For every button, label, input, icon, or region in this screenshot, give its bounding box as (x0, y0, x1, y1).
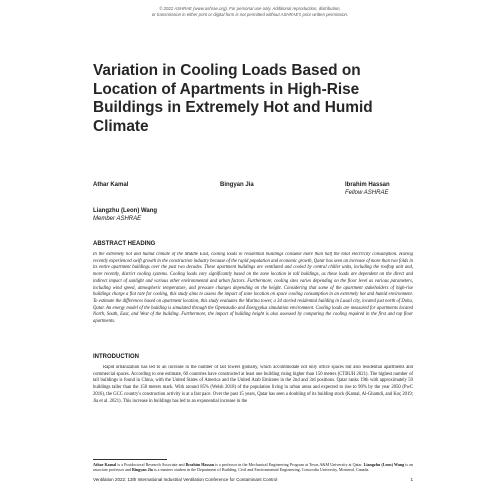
abstract-text: In the extremely hot and humid climate of the Middle East, cooling loads in residential buildings consume more than half the total electricity consumption. Having recently experienced swift growth in the construction industry because of the rapid population and economic growth, Qatar has seen an increase of more than two folds in its entire apartment buildings over the past two decades. These apartment buildings are ventilated and cooled by central chiller units, including the rooftop unit and, more recently, district cooling systems. Cooling loads vary significantly based on the zone location in tall buildings, as these loads are dependent on the direct and indirect impact of sunlight and various other environmental and urban factors. Furthermore, cooling sites varies depending on the floor level as various parameters, including wind speed, atmospheric temperature, and pressure changes depending on the height. Considering that some of the apartment stakeholders of high-rise buildings charge a flat rate for cooling, this study aims to assess the impact of zone location on space cooling consumption in an extremely hot and humid environment. To estimate the differences based on apartment location, this study evaluates the Marina tower, a 34 storied residential building in Lusail city, located just north of Doha, Qatar. An energy model of the building is simulated through the Openstudio and Energyplus simulation environment. Cooling loads are measured for apartments located North, South, East, and West of the building. Furthermore, the impact of building height is also assessed by comparing the cooling required in the first and top floor apartments. (93, 252, 413, 325)
footnote-text: is a Postdoctoral Research Associate and (116, 462, 186, 467)
author-name: Ibrahim Hassan (345, 182, 390, 188)
abstract-heading: ABSTRACT HEADING (93, 241, 156, 247)
author-affiliation: Member ASHRAE (93, 215, 142, 222)
author-name: Liangzhu (Leon) Wang (93, 208, 158, 214)
title-line-4: Climate (93, 117, 149, 135)
author-footnote (93, 462, 413, 473)
footnote-author-name: Bingyan Jia (132, 467, 153, 473)
copyright-notice-line-1: © 2022 ASHRAE (www.ashrae.org). For personal use only. Additional reproduction, distribution, (159, 6, 341, 11)
footnote-author-name: Athar Kamal (93, 462, 117, 467)
page-footer (93, 477, 413, 483)
author-block (93, 208, 157, 223)
footnote-text: is a masters student in the Department of Building, Civil and Environmental Engineering, Concordia University, Montreal, Canada. (152, 467, 370, 473)
footnote-text: is a professor in the Mechanical Engineering Program at Texas A&M University at Qatar. (214, 462, 364, 467)
title-line-2: Location of Apartments in High-Rise (93, 80, 360, 98)
footnote-author-name: Liangzhu (Leon) Wang (363, 462, 405, 467)
footnote-text: is an associate professor and (93, 462, 413, 473)
copyright-notice (0, 6, 500, 17)
introduction-text: Rapid urbanization has led to an increase in the number of tall towers globally, which accommodate not only office spaces but also residential apartments and commercial spaces. According to one estimate, 60 countries have constructed at least one building rising higher than 150 meters (CTBUH 2021). The highest number of tall buildings is found in China, with the United States of America and the United Arab Emirates in the 2nd and 3rd positions. Qatar ranks 19th with approximately 59 buildings taller than the 150 meters mark. With around 85% (Welsh 2018) of the population living in urban areas and expected to rise to 90% by the year 2050 (PwC 2016), the GCC country's construction activity is at a fast pace. Over the past 15 years, Qatar has seen a doubling of its building stock (Kamal, Al-Ghamdi, and Koç 2019; Jia et al. 2021). This increase in buildings has led to an exponential increase in the (93, 365, 413, 404)
conference-name: Ventilation 2022: 13th International Industrial Ventilation Conference for Contaminant Control (93, 477, 278, 482)
author-name: Athar Kamal (93, 182, 129, 188)
author-block (93, 182, 128, 190)
author-block (345, 182, 390, 197)
footnote-divider (93, 459, 167, 460)
author-affiliation: Fellow ASHRAE (345, 189, 389, 196)
author-block (220, 182, 254, 190)
page-number: 1 (410, 477, 413, 482)
paper-title (93, 62, 413, 136)
introduction-heading: INTRODUCTION (93, 354, 139, 360)
title-line-1: Variation in Cooling Loads Based on (93, 62, 361, 79)
title-line-3: Buildings in Extremely Hot and Humid (93, 99, 373, 117)
copyright-notice-line-2: or transmission in either print or digital form is not permitted without ASHRAE's prior written permission. (151, 11, 349, 17)
footnote-author-name: Ibrahim Hassan (185, 462, 214, 467)
author-name: Bingyan Jia (220, 182, 254, 188)
